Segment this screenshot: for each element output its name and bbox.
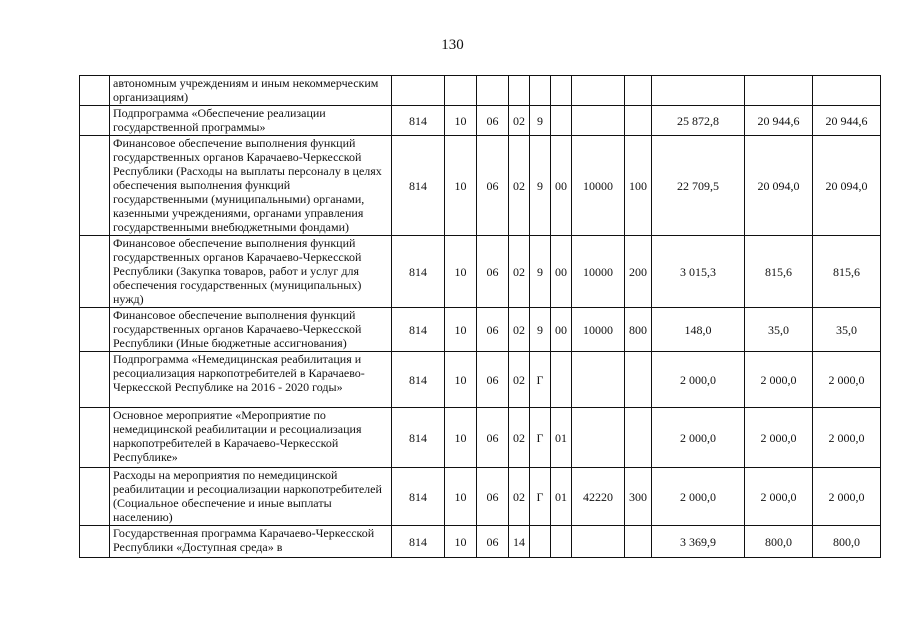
direction-code: [572, 76, 625, 106]
blank-cell: [80, 76, 110, 106]
amount-year-2: 2 000,0: [745, 352, 813, 408]
program-code: 02: [509, 106, 530, 136]
amount-year-2: 815,6: [745, 236, 813, 308]
subsection-code: 06: [477, 236, 509, 308]
direction-code: 10000: [572, 236, 625, 308]
amount-year-3: 20 094,0: [813, 136, 881, 236]
main-event-code: 00: [551, 136, 572, 236]
main-event-code: 01: [551, 408, 572, 468]
subprogram-code: [530, 76, 551, 106]
main-event-code: [551, 76, 572, 106]
subprogram-code: Г: [530, 468, 551, 526]
table-row: [80, 352, 881, 408]
expense-type-code: 300: [625, 468, 652, 526]
program-code: 02: [509, 352, 530, 408]
section-code: 10: [445, 308, 477, 352]
blank-cell: [80, 236, 110, 308]
expense-type-code: 200: [625, 236, 652, 308]
table-row: [80, 236, 881, 308]
expense-type-code: 100: [625, 136, 652, 236]
amount-year-3: 35,0: [813, 308, 881, 352]
admin-code: 814: [392, 236, 445, 308]
expense-type-code: [625, 526, 652, 558]
main-event-code: 00: [551, 236, 572, 308]
program-code: 02: [509, 236, 530, 308]
program-code: 02: [509, 136, 530, 236]
amount-year-3: 800,0: [813, 526, 881, 558]
amount-year-1: 2 000,0: [652, 468, 745, 526]
row-name: Расходы на мероприятия по немедицинской реабилитации и ресоциализации наркопотребителей (Социальное обеспечение и иные выплаты населению): [110, 468, 392, 526]
subprogram-code: 9: [530, 136, 551, 236]
table-row: [80, 526, 881, 558]
subsection-code: 06: [477, 526, 509, 558]
amount-year-1: 25 872,8: [652, 106, 745, 136]
program-code: 02: [509, 468, 530, 526]
subprogram-code: [530, 526, 551, 558]
table-row: [80, 106, 881, 136]
blank-cell: [80, 106, 110, 136]
amount-year-3: 2 000,0: [813, 468, 881, 526]
direction-code: [572, 526, 625, 558]
main-event-code: 00: [551, 308, 572, 352]
row-name: Финансовое обеспечение выполнения функций государственных органов Карачаево-Черкесской Республики (Закупка товаров, работ и услуг для обеспечения государственных (муниципальных) нужд): [110, 236, 392, 308]
table-body: [80, 76, 881, 558]
subprogram-code: 9: [530, 308, 551, 352]
subprogram-code: Г: [530, 408, 551, 468]
page-number: 130: [441, 37, 464, 53]
amount-year-2: 35,0: [745, 308, 813, 352]
admin-code: 814: [392, 308, 445, 352]
expense-type-code: [625, 76, 652, 106]
row-name: Государственная программа Карачаево-Черкесской Республики «Доступная среда» в: [110, 526, 392, 558]
table-row: [80, 308, 881, 352]
row-name: Финансовое обеспечение выполнения функций государственных органов Карачаево-Черкесской Республики (Иные бюджетные ассигнования): [110, 308, 392, 352]
section-code: 10: [445, 106, 477, 136]
row-name: Подпрограмма «Обеспечение реализации государственной программы»: [110, 106, 392, 136]
direction-code: [572, 352, 625, 408]
amount-year-1: 2 000,0: [652, 352, 745, 408]
budget-table: [79, 75, 881, 558]
direction-code: 10000: [572, 136, 625, 236]
section-code: 10: [445, 408, 477, 468]
admin-code: [392, 76, 445, 106]
blank-cell: [80, 526, 110, 558]
subprogram-code: Г: [530, 352, 551, 408]
direction-code: [572, 408, 625, 468]
expense-type-code: 800: [625, 308, 652, 352]
row-name: Финансовое обеспечение выполнения функций государственных органов Карачаево-Черкесской Республики (Расходы на выплаты персоналу в целях обеспечения выполнения функций государственными (муниципальными) органами, казенными учреждениями, органами управления государственными внебюджетными фондами): [110, 136, 392, 236]
program-code: 02: [509, 308, 530, 352]
amount-year-1: 148,0: [652, 308, 745, 352]
subsection-code: [477, 76, 509, 106]
program-code: 02: [509, 408, 530, 468]
section-code: 10: [445, 352, 477, 408]
amount-year-1: 3 369,9: [652, 526, 745, 558]
direction-code: 10000: [572, 308, 625, 352]
admin-code: 814: [392, 526, 445, 558]
expense-type-code: [625, 352, 652, 408]
subsection-code: 06: [477, 308, 509, 352]
main-event-code: [551, 352, 572, 408]
subprogram-code: 9: [530, 236, 551, 308]
section-code: [445, 76, 477, 106]
amount-year-1: [652, 76, 745, 106]
amount-year-2: 2 000,0: [745, 468, 813, 526]
expense-type-code: [625, 106, 652, 136]
main-event-code: [551, 106, 572, 136]
section-code: 10: [445, 136, 477, 236]
subsection-code: 06: [477, 468, 509, 526]
amount-year-2: [745, 76, 813, 106]
main-event-code: 01: [551, 468, 572, 526]
amount-year-2: 20 094,0: [745, 136, 813, 236]
section-code: 10: [445, 526, 477, 558]
subsection-code: 06: [477, 408, 509, 468]
admin-code: 814: [392, 352, 445, 408]
expense-type-code: [625, 408, 652, 468]
blank-cell: [80, 136, 110, 236]
row-name: Основное мероприятие «Мероприятие по немедицинской реабилитации и ресоциализация наркопотребителей в Карачаево-Черкесской Республике»: [110, 408, 392, 468]
blank-cell: [80, 352, 110, 408]
blank-cell: [80, 408, 110, 468]
amount-year-1: 2 000,0: [652, 408, 745, 468]
table-row: [80, 76, 881, 106]
amount-year-2: 2 000,0: [745, 408, 813, 468]
admin-code: 814: [392, 106, 445, 136]
amount-year-3: 2 000,0: [813, 352, 881, 408]
amount-year-2: 800,0: [745, 526, 813, 558]
table-row: [80, 468, 881, 526]
amount-year-1: 3 015,3: [652, 236, 745, 308]
row-name: Подпрограмма «Немедицинская реабилитация и ресоциализация наркопотребителей в Карачаево-Черкесской Республике на 2016 - 2020 годы»: [110, 352, 392, 408]
table-row: [80, 136, 881, 236]
blank-cell: [80, 308, 110, 352]
program-code: [509, 76, 530, 106]
subsection-code: 06: [477, 136, 509, 236]
amount-year-3: 815,6: [813, 236, 881, 308]
row-name: автономным учреждениям и иным некоммерческим организациям): [110, 76, 392, 106]
blank-cell: [80, 468, 110, 526]
subsection-code: 06: [477, 106, 509, 136]
section-code: 10: [445, 468, 477, 526]
section-code: 10: [445, 236, 477, 308]
program-code: 14: [509, 526, 530, 558]
admin-code: 814: [392, 408, 445, 468]
amount-year-3: 20 944,6: [813, 106, 881, 136]
amount-year-3: [813, 76, 881, 106]
amount-year-2: 20 944,6: [745, 106, 813, 136]
direction-code: 42220: [572, 468, 625, 526]
subsection-code: 06: [477, 352, 509, 408]
main-event-code: [551, 526, 572, 558]
amount-year-1: 22 709,5: [652, 136, 745, 236]
direction-code: [572, 106, 625, 136]
subprogram-code: 9: [530, 106, 551, 136]
admin-code: 814: [392, 136, 445, 236]
admin-code: 814: [392, 468, 445, 526]
table-row: [80, 408, 881, 468]
amount-year-3: 2 000,0: [813, 408, 881, 468]
